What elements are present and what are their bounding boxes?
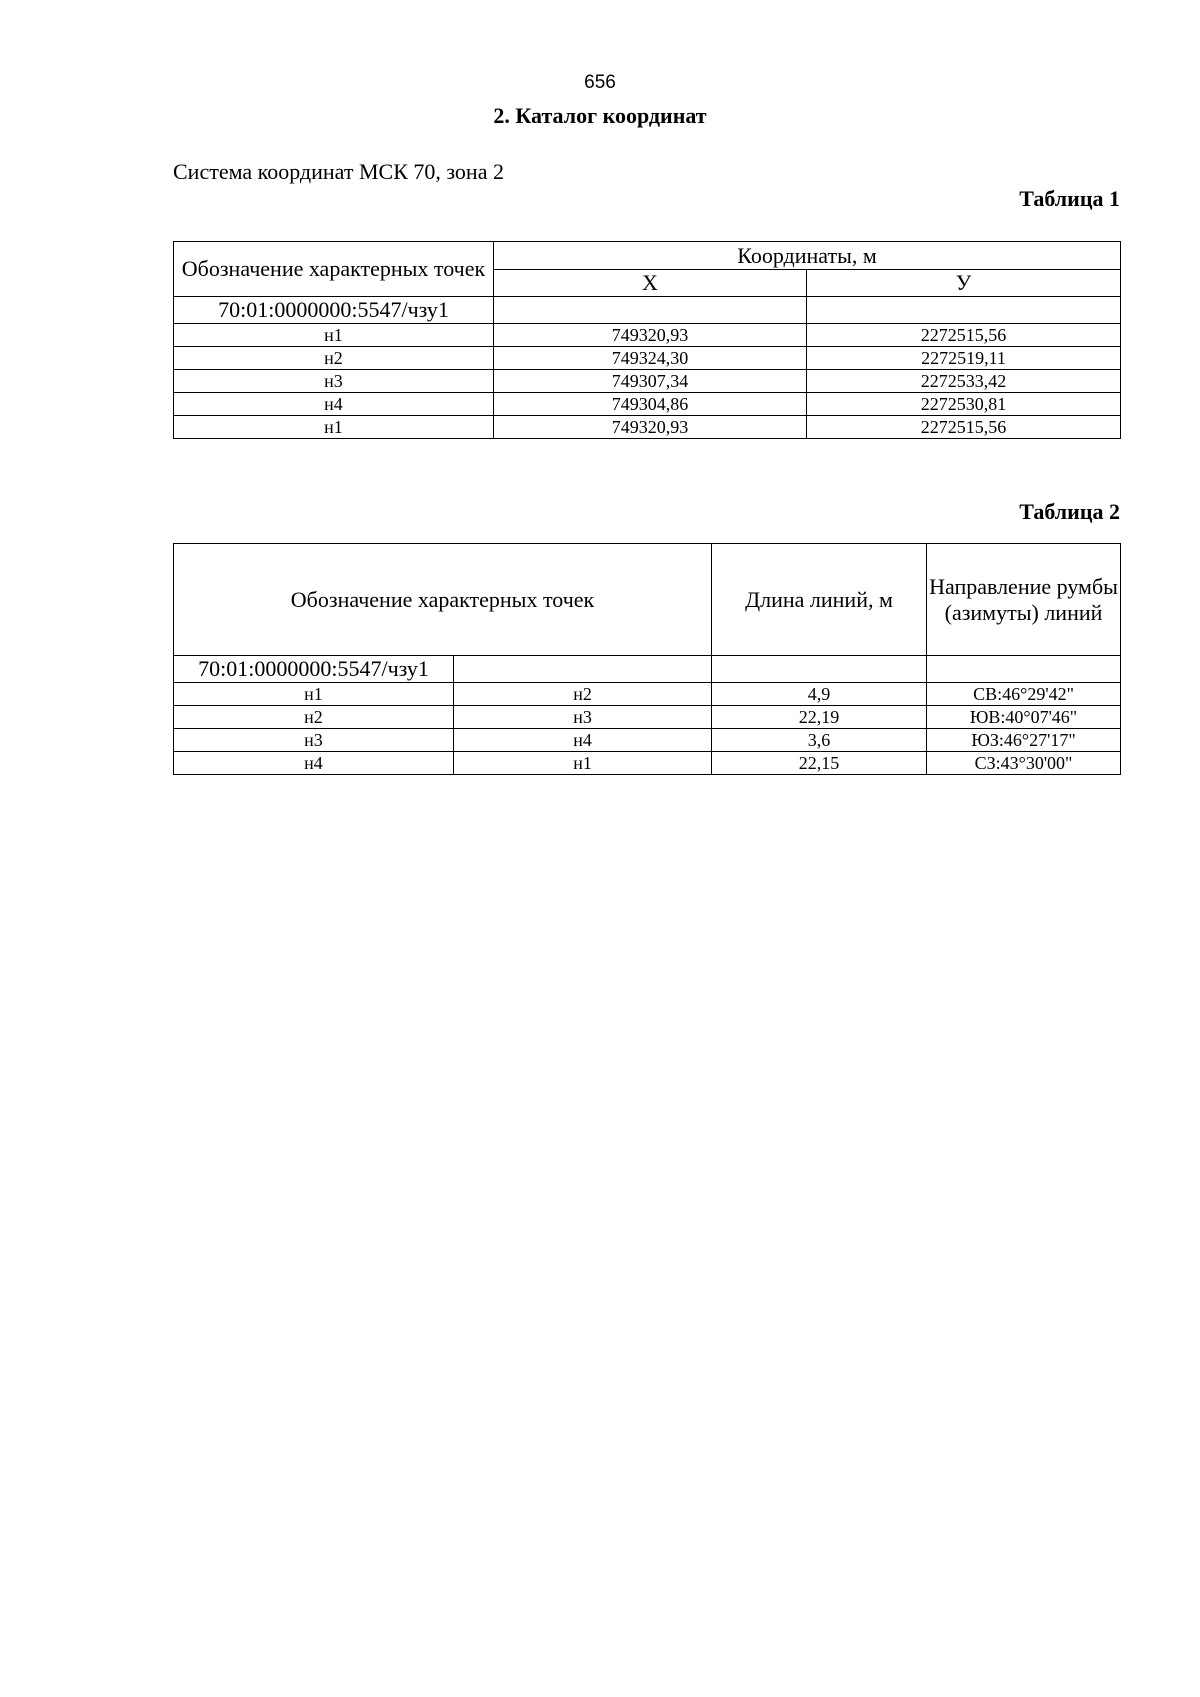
- direction-cell: ЮЗ:46°27'17": [927, 729, 1121, 752]
- y-cell: 2272519,11: [807, 347, 1121, 370]
- length-cell: 4,9: [712, 683, 927, 706]
- cadastral-number: 70:01:0000000:5547/чзу1: [174, 297, 494, 324]
- x-cell: 749320,93: [494, 416, 807, 439]
- table-row: [174, 752, 1121, 775]
- table-row: [174, 416, 1121, 439]
- page-number: 656: [584, 72, 616, 93]
- table-row: [174, 347, 1121, 370]
- empty-cell: [712, 656, 927, 683]
- y-cell: 2272515,56: [807, 416, 1121, 439]
- table-row: [174, 393, 1121, 416]
- coordinate-system-label: Система координат МСК 70, зона 2: [173, 159, 504, 184]
- empty-cell: [454, 656, 712, 683]
- point-cell: н1: [174, 324, 494, 347]
- x-cell: 749320,93: [494, 324, 807, 347]
- from-point-cell: н2: [174, 706, 454, 729]
- point-cell: н3: [174, 370, 494, 393]
- header-x: X: [494, 270, 807, 297]
- length-cell: 22,19: [712, 706, 927, 729]
- coordinates-table: [173, 241, 1121, 439]
- header-coordinates: Координаты, м: [494, 242, 1121, 270]
- table2-label: Таблица 2: [1019, 499, 1120, 524]
- direction-cell: СВ:46°29'42": [927, 683, 1121, 706]
- header-points: Обозначение характерных точек: [174, 242, 494, 297]
- lines-table: [173, 543, 1121, 775]
- empty-cell: [927, 656, 1121, 683]
- point-cell: н4: [174, 393, 494, 416]
- header-direction: Направление румбы (азимуты) линий: [927, 544, 1121, 656]
- y-cell: 2272530,81: [807, 393, 1121, 416]
- length-cell: 3,6: [712, 729, 927, 752]
- from-point-cell: н3: [174, 729, 454, 752]
- x-cell: 749304,86: [494, 393, 807, 416]
- empty-cell: [494, 297, 807, 324]
- direction-cell: ЮВ:40°07'46": [927, 706, 1121, 729]
- x-cell: 749324,30: [494, 347, 807, 370]
- cadastral-number: 70:01:0000000:5547/чзу1: [174, 656, 454, 683]
- to-point-cell: н1: [454, 752, 712, 775]
- table-row: [174, 370, 1121, 393]
- header-length: Длина линий, м: [712, 544, 927, 656]
- header-points: Обозначение характерных точек: [174, 544, 712, 656]
- table-row: [174, 324, 1121, 347]
- length-cell: 22,15: [712, 752, 927, 775]
- to-point-cell: н2: [454, 683, 712, 706]
- table-row: [174, 729, 1121, 752]
- x-cell: 749307,34: [494, 370, 807, 393]
- table-row: [174, 706, 1121, 729]
- table-row: [174, 683, 1121, 706]
- header-y: У: [807, 270, 1121, 297]
- from-point-cell: н4: [174, 752, 454, 775]
- y-cell: 2272533,42: [807, 370, 1121, 393]
- from-point-cell: н1: [174, 683, 454, 706]
- point-cell: н2: [174, 347, 494, 370]
- to-point-cell: н4: [454, 729, 712, 752]
- empty-cell: [807, 297, 1121, 324]
- to-point-cell: н3: [454, 706, 712, 729]
- point-cell: н1: [174, 416, 494, 439]
- section-heading: 2. Каталог координат: [493, 103, 707, 128]
- table1-label: Таблица 1: [1019, 186, 1120, 211]
- y-cell: 2272515,56: [807, 324, 1121, 347]
- direction-cell: СЗ:43°30'00": [927, 752, 1121, 775]
